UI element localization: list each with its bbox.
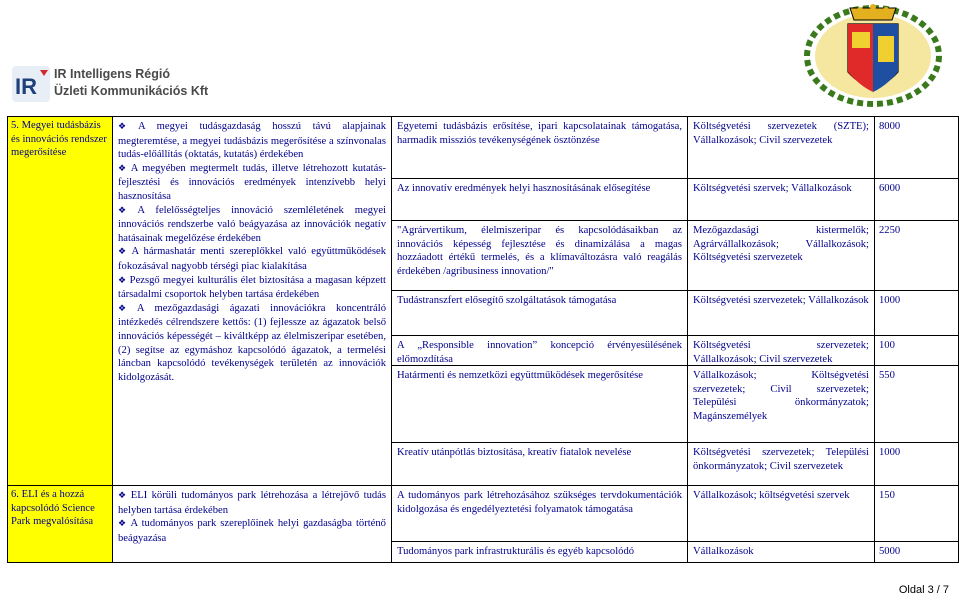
- amounts-cell: [875, 486, 959, 563]
- goal-item: ❖ ELI körüli tudományos park létrehozása a létrejövő tudás helyben tartása érdekében: [118, 490, 386, 516]
- page-number: Oldal 3 / 7: [898, 584, 949, 596]
- diamond-bullet-icon: ❖: [118, 519, 128, 530]
- measures-cell: [392, 486, 688, 563]
- measures-cell: [392, 117, 688, 486]
- amount-item: 1000: [875, 291, 958, 336]
- goal-item: ❖ A tudományos park szereplőinek helyi gazdaságba történő beágyazása: [118, 518, 386, 544]
- goals-cell: [113, 117, 392, 486]
- amount-item: 5000: [879, 546, 901, 557]
- diamond-bullet-icon: ❖: [118, 491, 128, 501]
- measure-item: Egyetemi tudásbázis erősítése, ipari kapcsolatainak támogatása, harmadik missziós tevékenységének ösztönzése: [392, 117, 687, 179]
- measure-item: A tudományos park létrehozásához szükséges tervdokumentációk kidolgozása és engedélyeztetési folyamatok támogatása: [392, 486, 687, 542]
- amount-item: 150: [875, 486, 958, 542]
- company-logo: [10, 62, 209, 106]
- beneficiary-item: Költségvetési szervek; Vállalkozások: [688, 179, 874, 221]
- measure-item: Kreatív utánpótlás biztosítása, kreatív fiatalok nevelése: [397, 447, 632, 458]
- amount-item: 1000: [879, 447, 901, 458]
- beneficiary-item: Vállalkozások; Költségvetési szervezetek; Civil szervezetek; Települési önkormányzatok; Magánszemélyek: [688, 366, 874, 443]
- goal-item: ❖ Pezsgő megyei kulturális élet biztosítása a magasan képzett társadalmi csoportok helyben tartása érdekében: [118, 274, 386, 301]
- beneficiary-item: Költségvetési szervezetek; Települési önkormányzatok; Civil szervezetek: [693, 447, 869, 472]
- measure-item: Tudástranszfert elősegítő szolgáltatások támogatása: [392, 291, 687, 336]
- measure-item: "Agrárvertikum, élelmiszeripar és kapcsolódásaikban az innovációs képesség fejlesztése és dinamizálása a magas hozzáadott értékű termelés, és a klímaváltozásra való reagálás érdekében /agribusiness innovation/": [392, 221, 687, 291]
- diamond-bullet-icon: ❖: [118, 163, 128, 174]
- table-row-5: [8, 117, 959, 486]
- ir-logo-icon: [10, 62, 52, 106]
- amount-item: 550: [875, 366, 958, 443]
- logo-title: IR Intelligens Régió: [54, 67, 170, 81]
- amount-item: 100: [875, 336, 958, 366]
- goal-item: ❖ A hármashatár menti szereplőkkel való együttműködések fokozásával nagyobb térségi piac kialakítása: [118, 246, 387, 272]
- amounts-cell: [875, 117, 959, 486]
- beneficiaries-cell: [688, 486, 875, 563]
- beneficiary-item: Mezőgazdasági kistermelők; Agrárvállalkozások; Vállalkozások; Költségvetési szervezetek: [688, 221, 874, 291]
- beneficiary-item: Vállalkozások; költségvetési szervek: [688, 486, 874, 542]
- beneficiary-item: Költségvetési szervezetek; Vállalkozások; Civil szervezetek: [688, 336, 874, 366]
- amount-item: 6000: [875, 179, 958, 221]
- diamond-bullet-icon: ❖: [118, 303, 134, 314]
- table-row-6: [8, 486, 959, 563]
- strategy-table: [7, 116, 959, 563]
- diamond-bullet-icon: ❖: [118, 247, 129, 258]
- beneficiary-item: Vállalkozások: [693, 546, 754, 557]
- amount-item: 2250: [875, 221, 958, 291]
- beneficiary-item: Költségvetési szervezetek; Vállalkozások: [688, 291, 874, 336]
- measure-item: Tudományos park infrastrukturális és egyéb kapcsolódó: [397, 546, 635, 557]
- goal-item: ❖ A megyében megtermelt tudás, illetve létrehozott kutatás-fejlesztési és innovációs eredmények intenzívebb helyi hasznosítása: [118, 162, 386, 202]
- row-title: 5. Megyei tudásbázis és innovációs rendszer megerősítése: [8, 117, 113, 486]
- goal-item: ❖ A megyei tudásgazdaság hosszú távú alapjainak megteremtése, a megyei tudásbázis megerősítése a színvonalas tudás-előállítás (oktatás, kutatás) érdekében: [118, 121, 386, 161]
- diamond-bullet-icon: ❖: [118, 275, 127, 286]
- coat-of-arms-icon: [800, 2, 946, 112]
- svg-text:IR: IR: [15, 74, 37, 99]
- logo-subtitle: Üzleti Kommunikációs Kft: [54, 84, 209, 98]
- amount-item: 8000: [875, 117, 958, 179]
- measure-item: Az innovatív eredmények helyi hasznosításának elősegítése: [392, 179, 687, 221]
- goal-item: ❖ A mezőgazdasági ágazati innovációkra koncentráló intézkedés célrendszere kettős: (1) fejlessze az ágazatok belső innovációs képességét – kiváltképp az élelmiszeripar esetében, (2) segítse az egymáshoz kapcsolódó ágazatok, a termelési láncban kapcsolódó tevékenységek területén az innovációk kidolgozását.: [118, 302, 386, 383]
- measure-item: Határmenti és nemzetközi együttműködések megerősítése: [392, 366, 687, 443]
- measure-item: A „Responsible innovation” koncepció érvényesülésének előmozdítása: [392, 336, 687, 366]
- diamond-bullet-icon: ❖: [118, 122, 136, 132]
- beneficiaries-cell: [688, 117, 875, 486]
- diamond-bullet-icon: ❖: [118, 205, 135, 216]
- row-title: 6. ELI és a hozzá kapcsolódó Science Park megvalósítása: [8, 486, 113, 563]
- beneficiary-item: Költségvetési szervezetek (SZTE); Vállalkozások; Civil szervezetek: [688, 117, 874, 179]
- goal-item: ❖ A felelősségteljes innováció szemléletének megyei innovációs rendszerbe való beágyazása az innovációk negatív hatásainak megelőzése érdekében: [118, 204, 386, 244]
- goals-cell: [113, 486, 392, 563]
